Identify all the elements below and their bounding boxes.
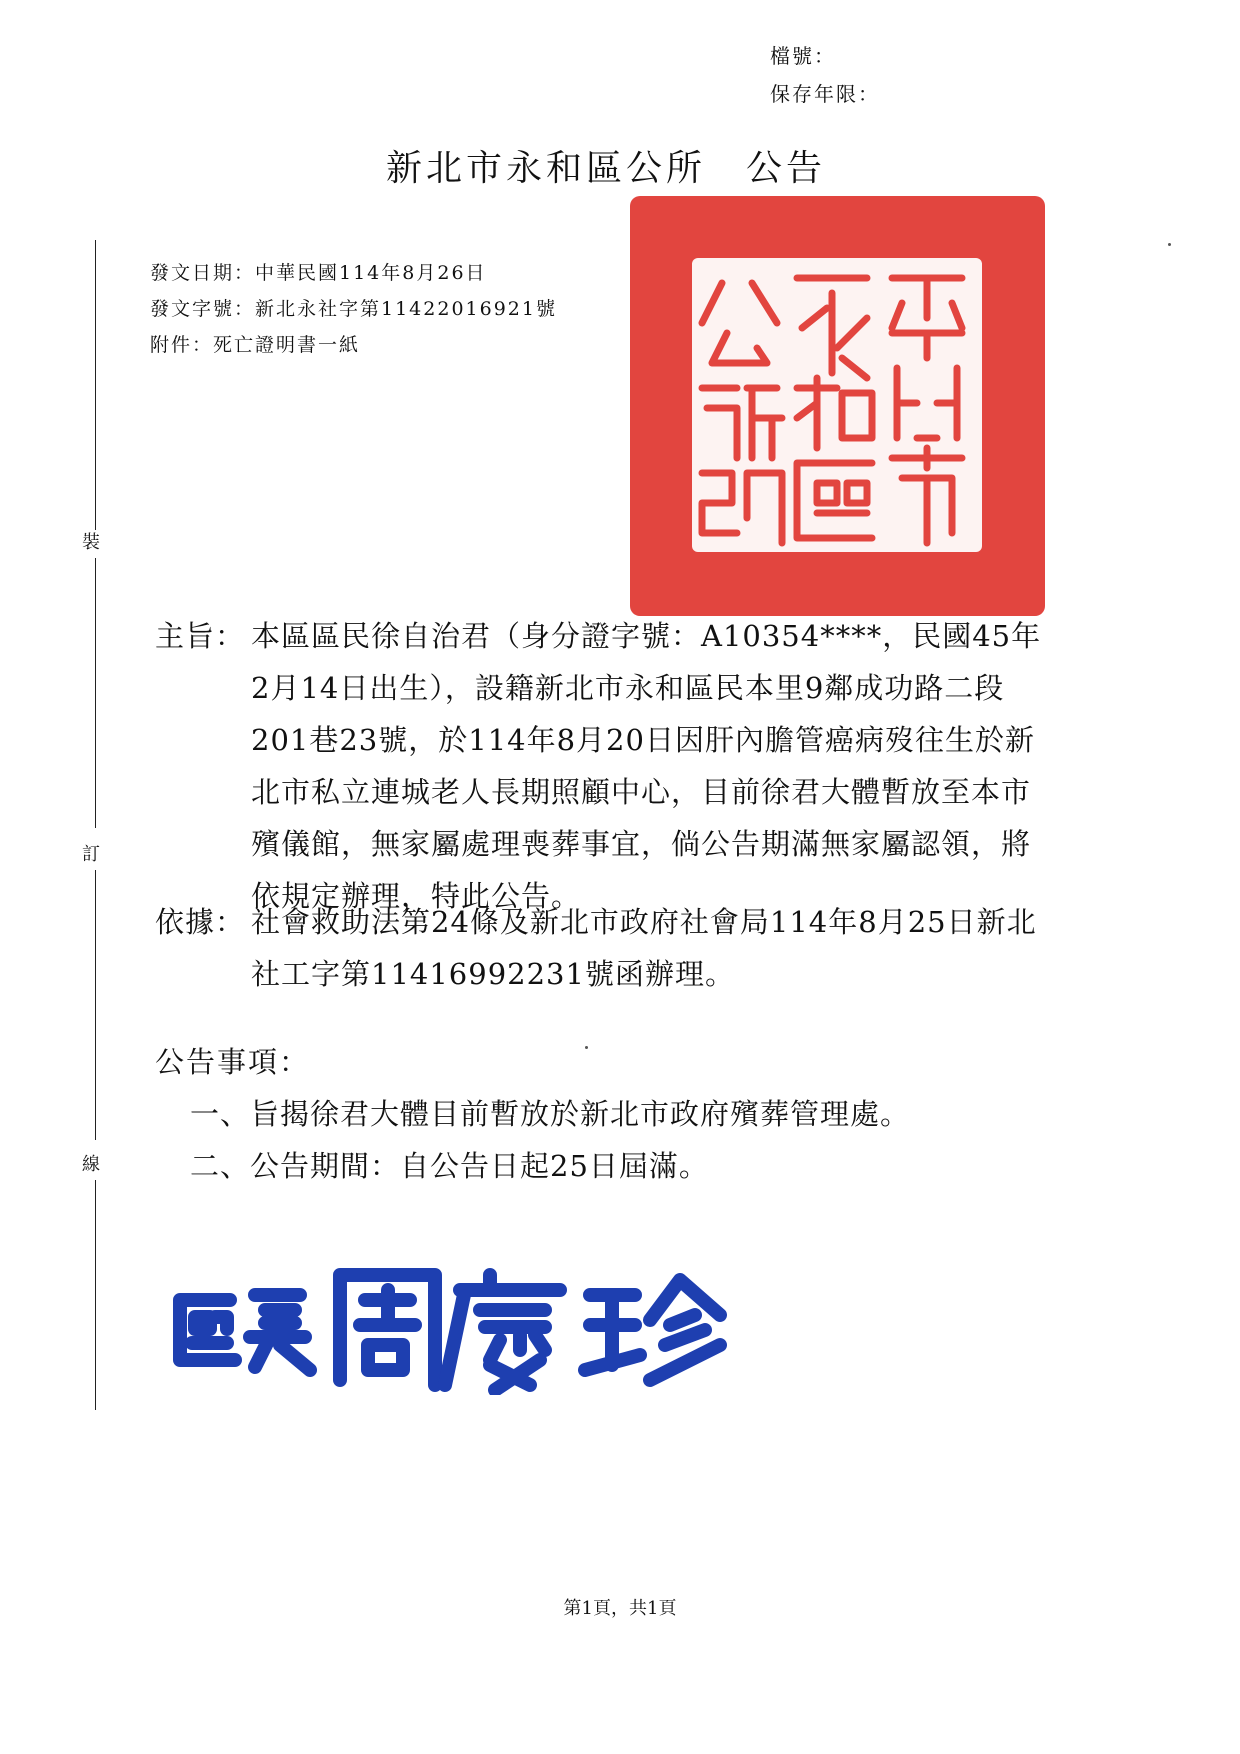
issue-date: 發文日期：中華民國114年8月26日: [150, 262, 487, 284]
binding-line: [95, 240, 96, 530]
scan-speck: [585, 1046, 588, 1049]
subject-label: 主旨：: [155, 619, 246, 653]
seal-inner-field: [692, 258, 982, 552]
binding-line: [95, 1180, 96, 1410]
notice-heading: 公告事項：: [155, 1045, 311, 1079]
retention-label: 保存年限：: [770, 82, 880, 106]
signature-brush-icon: [170, 1255, 770, 1395]
issuing-organization: 新北市永和區公所: [386, 148, 707, 189]
notice-item-2: 二、公告期間：自公告日起25日屆滿。: [190, 1149, 709, 1183]
binding-line: [95, 870, 96, 1140]
chief-signature: [170, 1255, 770, 1395]
binding-mark-zhuang: 裝: [82, 532, 100, 553]
notice-item-1: 一、旨揭徐君大體目前暫放於新北市政府殯葬管理處。: [190, 1097, 911, 1131]
binding-line: [95, 558, 96, 828]
document-type: 公告: [746, 148, 827, 189]
seal-script-icon: [692, 258, 982, 552]
basis-label: 依據：: [155, 905, 246, 939]
binding-mark-ding: 訂: [82, 844, 100, 865]
basis-text: 社會救助法第24條及新北市政府社會局114年8月25日新北社工字第11416992231號函辦理。: [251, 905, 1037, 991]
page-number: 第1頁，共1頁: [563, 1598, 677, 1619]
subject-text: 本區區民徐自治君（身分證字號：A10354****，民國45年2月14日出生），設籍新北市永和區民本里9鄰成功路二段201巷23號，於114年8月20日因肝內膽管癌病歿往生於新北市私立連城老人長期照顧中心，目前徐君大體暫放至本市殯儀館，無家屬處理喪葬事宜，倘公告期滿無家屬認領，將依規定辦理，特此公告。: [251, 619, 1042, 913]
file-number-label: 檔號：: [770, 44, 836, 68]
scan-speck: [1168, 243, 1171, 246]
subject-section: [155, 610, 1055, 922]
official-seal: [630, 196, 1045, 616]
binding-mark-xian: 線: [82, 1154, 100, 1175]
attachment: 附件：死亡證明書一紙: [150, 334, 361, 356]
basis-section: [155, 896, 1055, 1000]
issue-number: 發文字號：新北永社字第11422016921號: [150, 298, 557, 320]
page-title: [386, 140, 826, 191]
